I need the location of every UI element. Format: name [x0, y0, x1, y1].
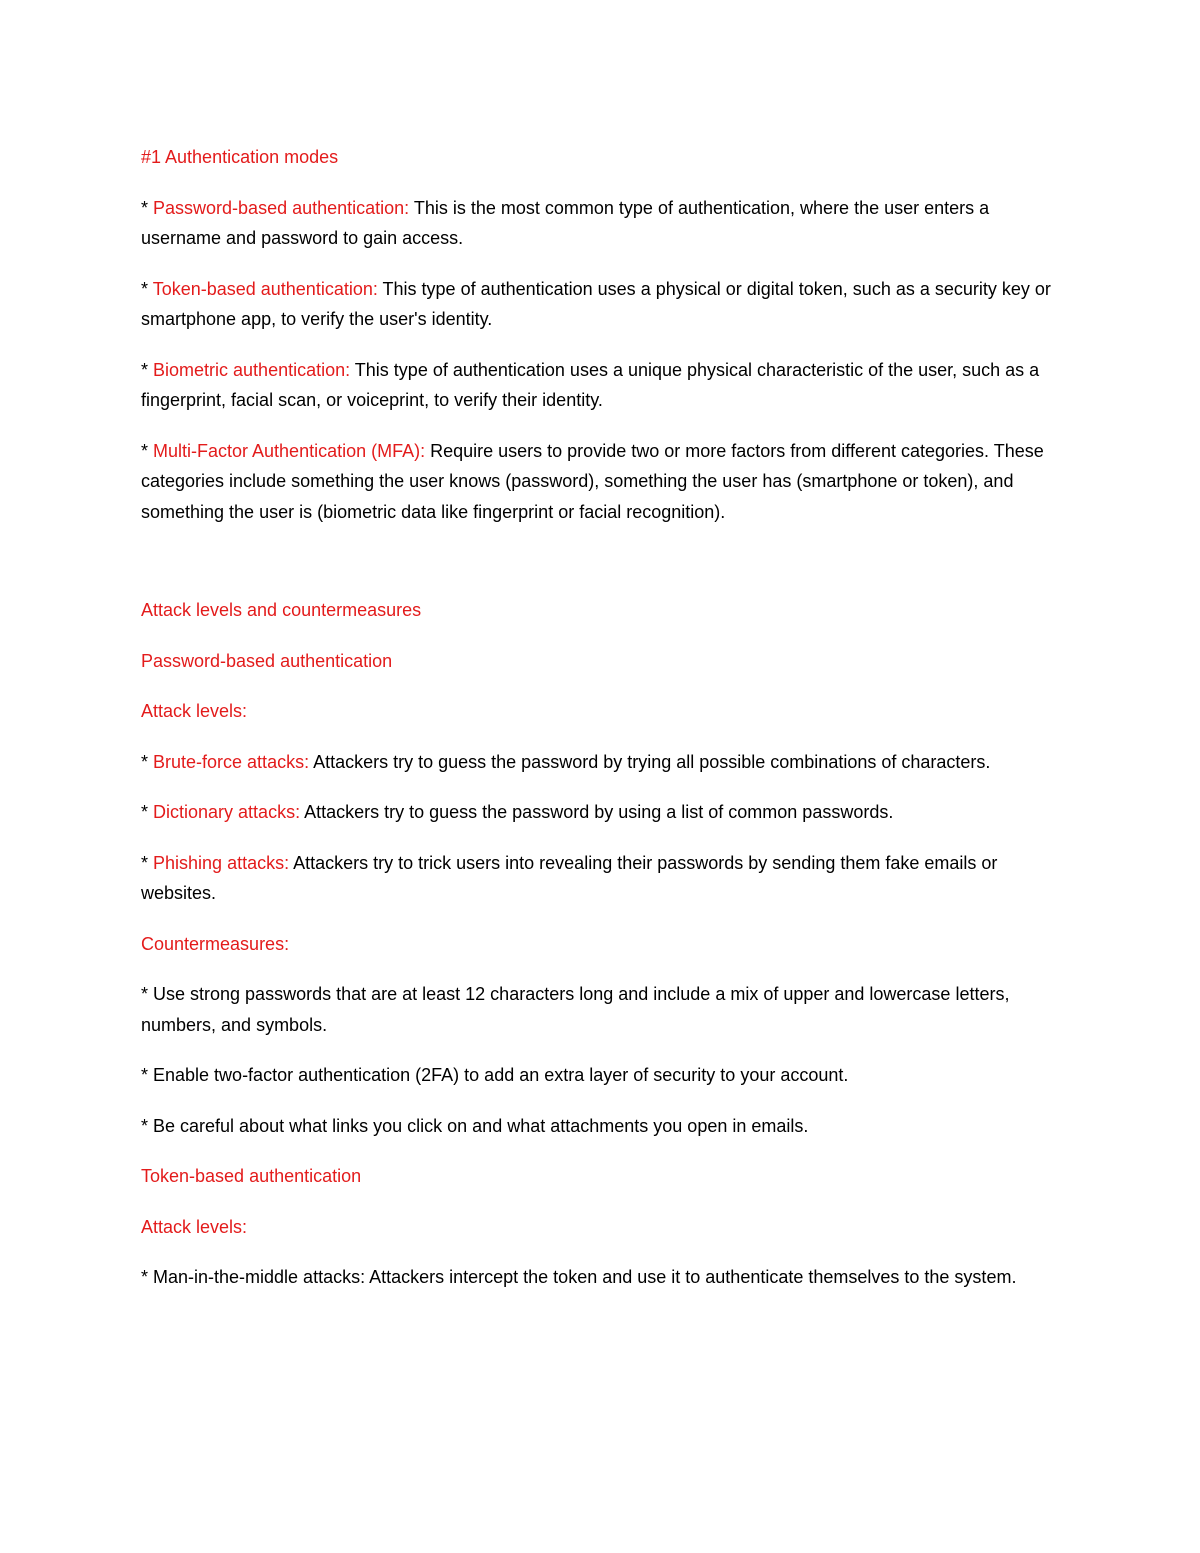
bullet: *	[141, 802, 154, 822]
attack-text: Attackers try to guess the password by trying all possible combinations of characters.	[309, 751, 991, 772]
bullet: *	[141, 751, 154, 772]
token-section-heading: Token-based authentication	[141, 1166, 362, 1186]
mode-label: Biometric authentication:	[153, 359, 351, 380]
attack-item-mitm: * Man-in-the-middle attacks: Attackers intercept the token and use it to authenticate themselves to the system.	[141, 1267, 1017, 1287]
attack-text: Attackers try to trick users into revealing their passwords by sending them fake emails or websites.	[141, 852, 998, 903]
countermeasure-item: * Use strong passwords that are at least 12 characters long and include a mix of upper and lowercase letters, numbers, and symbols.	[141, 984, 1010, 1035]
token-attack-levels-label: Attack levels:	[141, 1216, 248, 1237]
countermeasure-item: * Be careful about what links you click on and what attachments you open in emails.	[141, 1115, 809, 1136]
bullet: *	[141, 197, 154, 218]
attack-item-dictionary	[141, 797, 1061, 828]
mode-text: This type of authentication uses a physical or digital token, such as a security key or smartphone app, to verify the user's identity.	[141, 278, 1051, 329]
document-page	[141, 142, 1061, 1313]
attack-text: Attackers try to guess the password by using a list of common passwords.	[300, 802, 894, 822]
mode-text: This type of authentication uses a unique physical characteristic of the user, such as a fingerprint, facial scan, or voiceprint, to verify their identity.	[141, 359, 1040, 410]
mode-item-password	[141, 193, 1061, 254]
attack-label: Phishing attacks:	[153, 852, 290, 873]
mode-item-biometric	[141, 355, 1061, 416]
mode-item-token	[141, 274, 1061, 335]
attack-label: Brute-force attacks:	[153, 751, 310, 772]
document-title: #1 Authentication modes	[141, 147, 339, 167]
attack-item-brute-force	[141, 747, 1061, 778]
bullet: *	[141, 852, 154, 873]
mode-label: Token-based authentication:	[152, 278, 378, 299]
attack-label: Dictionary attacks:	[153, 802, 301, 822]
attack-heading: Attack levels and countermeasures	[141, 600, 422, 620]
mode-text: This is the most common type of authentication, where the user enters a username and password to gain access.	[141, 197, 990, 248]
mode-item-mfa	[141, 436, 1061, 528]
bullet: *	[141, 278, 153, 299]
countermeasures-label: Countermeasures:	[141, 933, 290, 954]
spacer	[141, 547, 1061, 595]
bullet: *	[141, 440, 154, 461]
mode-label: Multi-Factor Authentication (MFA):	[153, 440, 426, 461]
mode-text: Require users to provide two or more factors from different categories. These categories include something the user knows (password), something the user has (smartphone or token), and something the user is (biometric data like fingerprint or facial recognition).	[141, 440, 1044, 522]
bullet: *	[141, 359, 154, 380]
mode-label: Password-based authentication:	[153, 197, 410, 218]
password-attack-levels-label: Attack levels:	[141, 701, 248, 721]
attack-item-phishing	[141, 848, 1061, 909]
password-section-heading: Password-based authentication	[141, 650, 393, 671]
countermeasure-item: * Enable two-factor authentication (2FA) to add an extra layer of security to your account.	[141, 1065, 849, 1085]
